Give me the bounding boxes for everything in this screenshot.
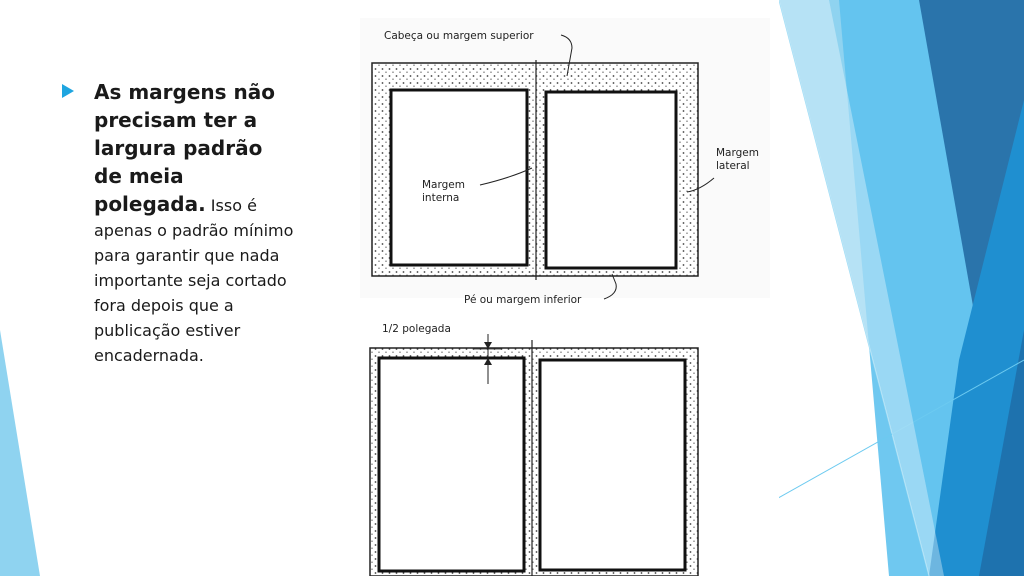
left-decoration <box>0 0 40 576</box>
label-side-margin-2: lateral <box>716 160 750 172</box>
bottom-spread <box>370 340 698 576</box>
label-bottom-margin: Pé ou margem inferior <box>464 294 582 306</box>
bullet-arrow-icon <box>62 84 74 98</box>
right-decoration <box>779 0 1024 576</box>
label-inner-margin-2: interna <box>422 192 460 204</box>
label-inner-margin-1: Margem <box>422 179 465 191</box>
margins-illustration <box>360 18 770 576</box>
top-spread <box>372 60 698 280</box>
bullet-normal-text: Isso é apenas o padrão mínimo para garantir que nada importante seja cortado fora depois que a publicação estiver encadernada. <box>94 196 294 365</box>
bullet-strong-text: As margens não precisam ter a largura padrão de meia polegada. <box>94 80 276 216</box>
label-side-margin-1: Margem <box>716 147 759 159</box>
bullet-text <box>94 78 294 368</box>
label-half-inch: 1/2 polegada <box>382 323 451 335</box>
label-top-margin: Cabeça ou margem superior <box>384 30 534 42</box>
